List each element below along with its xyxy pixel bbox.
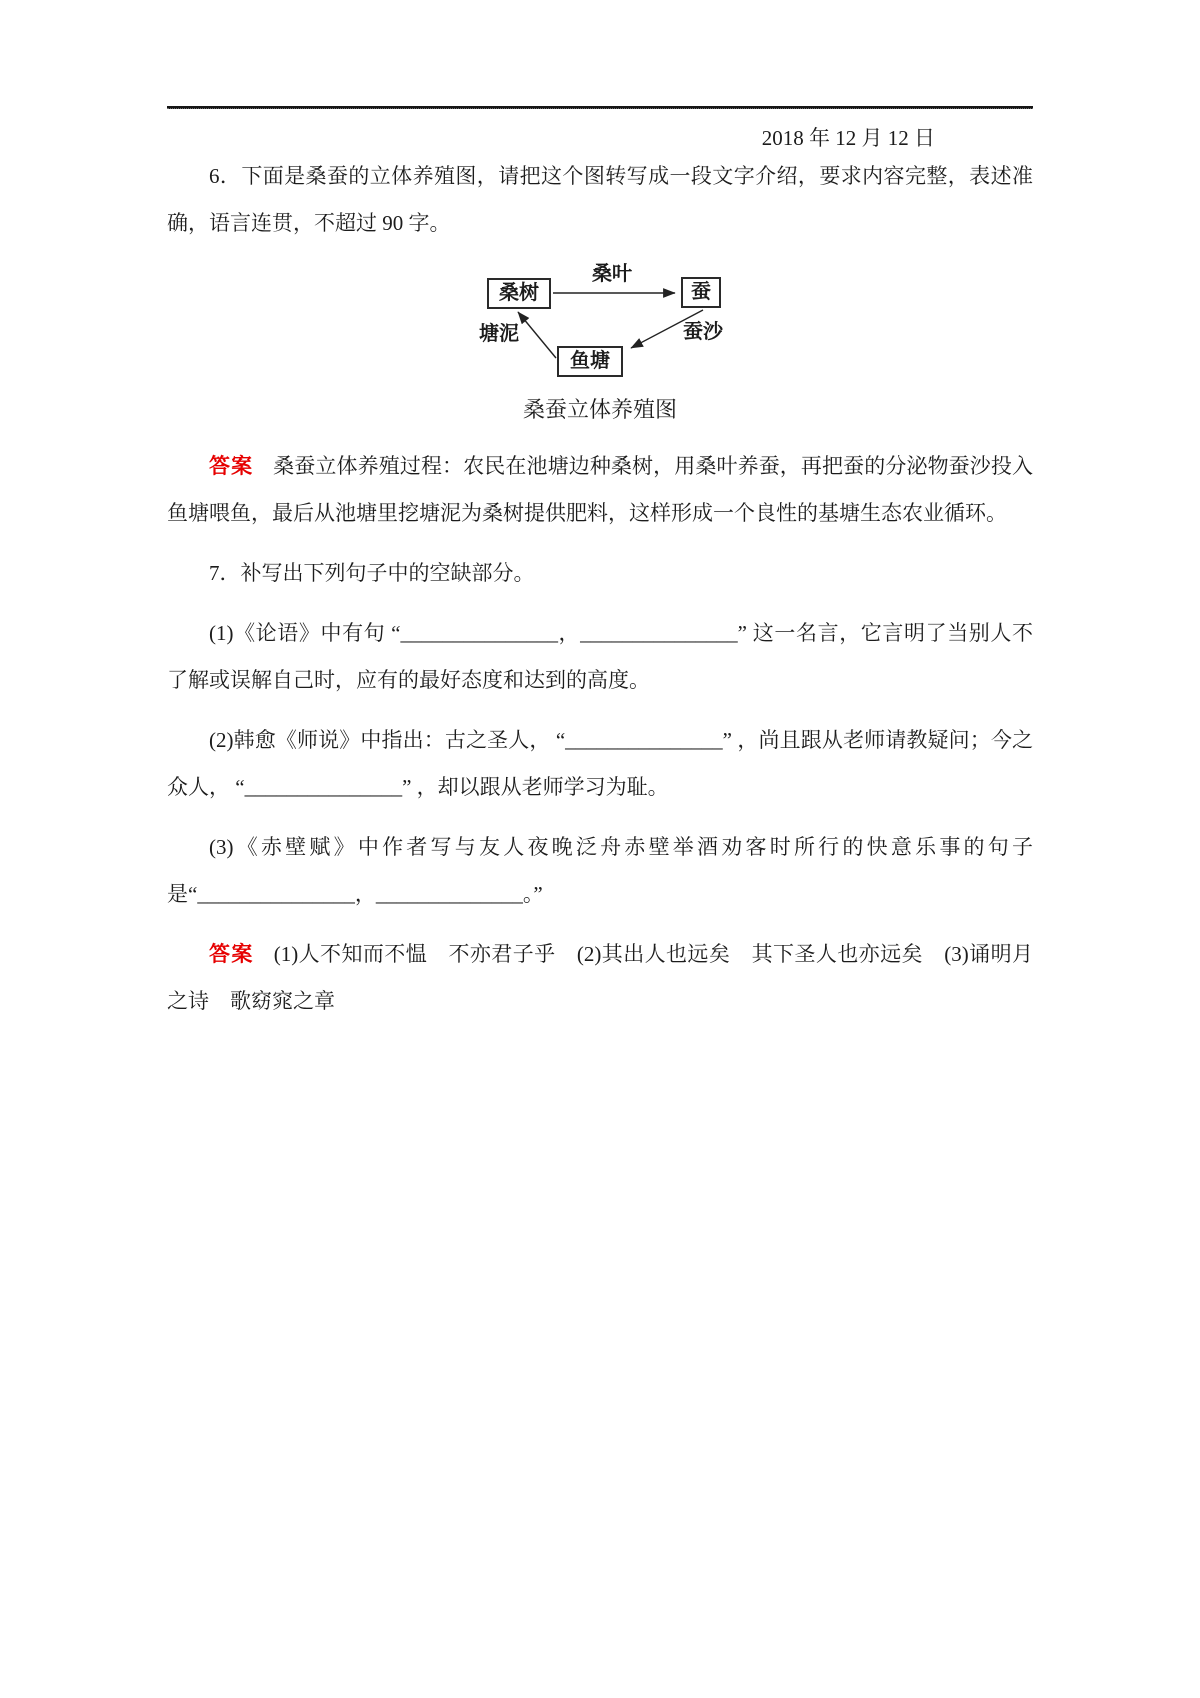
date-line: 2018 年 12 月 12 日	[761, 126, 935, 150]
answer-label: 答案	[209, 942, 254, 966]
silkworm-farming-diagram	[445, 257, 755, 389]
question7-item-1: (1)《论语》中有句 “_______________，_______________” 这一名言，它言明了当别人不了解或误解自己时，应有的最好态度和达到的高度。	[167, 621, 1033, 692]
diagram-node-fishpond: 鱼塘	[557, 346, 623, 377]
question6-answer-text: 桑蚕立体养殖过程：农民在池塘边种桑树，用桑叶养蚕，再把蚕的分泌物蚕沙投入鱼塘喂鱼，最后从池塘里挖塘泥为桑树提供肥料，这样形成一个良性的基塘生态农业循环。	[167, 454, 1034, 525]
question6-answer	[167, 443, 1033, 537]
diagram-node-silkworm: 蚕	[681, 277, 721, 308]
diagram-edge-label-pond-mud: 塘泥	[479, 323, 519, 345]
question7-prompt: 7．补写出下列句子中的空缺部分。	[209, 561, 535, 585]
page-content	[167, 106, 1033, 1025]
diagram-edge-label-silkworm-sand: 蚕沙	[683, 321, 723, 343]
question6-prompt: 6．下面是桑蚕的立体养殖图，请把这个图转写成一段文字介绍，要求内容完整，表述准确，语言连贯，不超过 90 字。	[167, 164, 1033, 235]
question7-answer-text: (1)人不知而不愠 不亦君子乎 (2)其出人也远矣 其下圣人也亦远矣 (3)诵明月之诗 歌窈窕之章	[167, 942, 1033, 1013]
diagram-caption: 桑蚕立体养殖图	[522, 397, 677, 422]
diagram-edge-label-mulberry-leaf: 桑叶	[592, 263, 632, 285]
diagram-node-mulberry: 桑树	[487, 278, 551, 309]
answer-label: 答案	[209, 454, 254, 478]
question7-item-3: (3)《赤壁赋》中作者写与友人夜晚泛舟赤壁举酒劝客时所行的快意乐事的句子是“_______________，______________。”	[167, 835, 1033, 906]
arrow-fishpond-to-mulberry	[518, 312, 556, 358]
question7-item-2: (2)韩愈《师说》中指出：古之圣人， “_______________” ，尚且跟从老师请教疑问；今之众人， “_______________” ，却以跟从老师学习为耻。	[167, 728, 1033, 799]
header-divider	[167, 106, 1033, 109]
question7-answer	[167, 931, 1033, 1025]
